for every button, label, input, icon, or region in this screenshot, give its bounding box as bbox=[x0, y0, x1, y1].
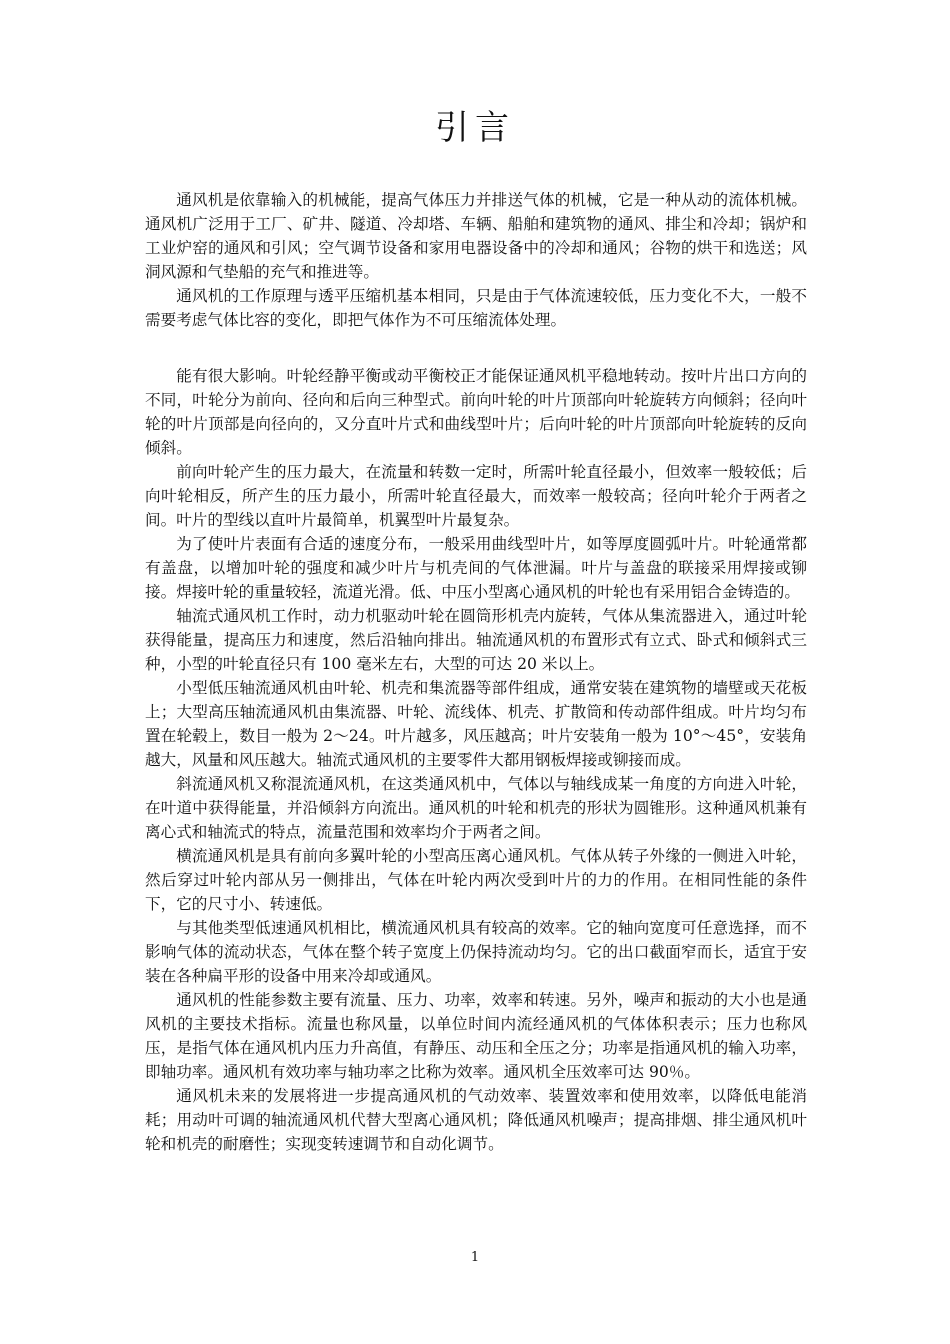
paragraph: 小型低压轴流通风机由叶轮、机壳和集流器等部件组成，通常安装在建筑物的墙壁或天花板上；大型高压轴流通风机由集流器、叶轮、流线体、机壳、扩散筒和传动部件组成。叶片均匀布置在轮毂上，数目一般为 2～24。叶片越多，风压越高；叶片安装角一般为 10°～45°，安装角越大，风量和风压越大。轴流式通风机的主要零件大都用钢板焊接或铆接而成。 bbox=[145, 679, 807, 769]
page-title: 引言 bbox=[435, 108, 515, 148]
main-text-block bbox=[145, 364, 807, 1156]
paragraph: 横流通风机是具有前向多翼叶轮的小型高压离心通风机。气体从转子外缘的一侧进入叶轮，然后穿过叶轮内部从另一侧排出，气体在叶轮内两次受到叶片的力的作用。在相同性能的条件下，它的尺寸小、转速低。 bbox=[145, 847, 807, 913]
paragraph: 与其他类型低速通风机相比，横流通风机具有较高的效率。它的轴向宽度可任意选择，而不影响气体的流动状态，气体在整个转子宽度上仍保持流动均匀。它的出口截面窄而长，适宜于安装在各种扁平形的设备中用来冷却或通风。 bbox=[145, 919, 807, 985]
page-number: 1 bbox=[470, 1250, 480, 1265]
paragraph: 轴流式通风机工作时，动力机驱动叶轮在圆筒形机壳内旋转，气体从集流器进入，通过叶轮获得能量，提高压力和速度，然后沿轴向排出。轴流通风机的布置形式有立式、卧式和倾斜式三种，小型的叶轮直径只有 100 毫米左右，大型的可达 20 米以上。 bbox=[145, 607, 807, 673]
paragraph: 斜流通风机又称混流通风机，在这类通风机中，气体以与轴线成某一角度的方向进入叶轮，在叶道中获得能量，并沿倾斜方向流出。通风机的叶轮和机壳的形状为圆锥形。这种通风机兼有离心式和轴流式的特点，流量范围和效率均介于两者之间。 bbox=[145, 775, 807, 841]
paragraph: 通风机的性能参数主要有流量、压力、功率，效率和转速。另外，噪声和振动的大小也是通风机的主要技术指标。流量也称风量，以单位时间内流经通风机的气体体积表示；压力也称风压，是指气体在通风机内压力升高值，有静压、动压和全压之分；功率是指通风机的输入功率，即轴功率。通风机有效功率与轴功率之比称为效率。通风机全压效率可达 90％。 bbox=[145, 991, 807, 1081]
paragraph: 通风机的工作原理与透平压缩机基本相同，只是由于气体流速较低，压力变化不大，一般不需要考虑气体比容的变化，即把气体作为不可压缩流体处理。 bbox=[145, 287, 807, 329]
paragraph: 能有很大影响。叶轮经静平衡或动平衡校正才能保证通风机平稳地转动。按叶片出口方向的不同，叶轮分为前向、径向和后向三种型式。前向叶轮的叶片顶部向叶轮旋转方向倾斜；径向叶轮的叶片顶部是向径向的，又分直叶片式和曲线型叶片；后向叶轮的叶片顶部向叶轮旋转的反向倾斜。 bbox=[145, 367, 807, 457]
intro-text-block bbox=[145, 188, 807, 332]
paragraph: 为了使叶片表面有合适的速度分布，一般采用曲线型叶片，如等厚度圆弧叶片。叶轮通常都有盖盘，以增加叶轮的强度和减少叶片与机壳间的气体泄漏。叶片与盖盘的联接采用焊接或铆接。焊接叶轮的重量较轻，流道光滑。低、中压小型离心通风机的叶轮也有采用铝合金铸造的。 bbox=[145, 535, 807, 601]
paragraph: 前向叶轮产生的压力最大，在流量和转数一定时，所需叶轮直径最小，但效率一般较低；后向叶轮相反，所产生的压力最小，所需叶轮直径最大，而效率一般较高；径向叶轮介于两者之间。叶片的型线以直叶片最简单，机翼型叶片最复杂。 bbox=[145, 463, 807, 529]
paragraph: 通风机未来的发展将进一步提高通风机的气动效率、装置效率和使用效率，以降低电能消耗；用动叶可调的轴流通风机代替大型离心通风机；降低通风机噪声；提高排烟、排尘通风机叶轮和机壳的耐磨性；实现变转速调节和自动化调节。 bbox=[145, 1087, 807, 1153]
paragraph: 通风机是依靠输入的机械能，提高气体压力并排送气体的机械，它是一种从动的流体机械。通风机广泛用于工厂、矿井、隧道、冷却塔、车辆、船舶和建筑物的通风、排尘和冷却；锅炉和工业炉窑的通风和引风；空气调节设备和家用电器设备中的冷却和通风；谷物的烘干和选送；风洞风源和气垫船的充气和推进等。 bbox=[145, 191, 807, 281]
